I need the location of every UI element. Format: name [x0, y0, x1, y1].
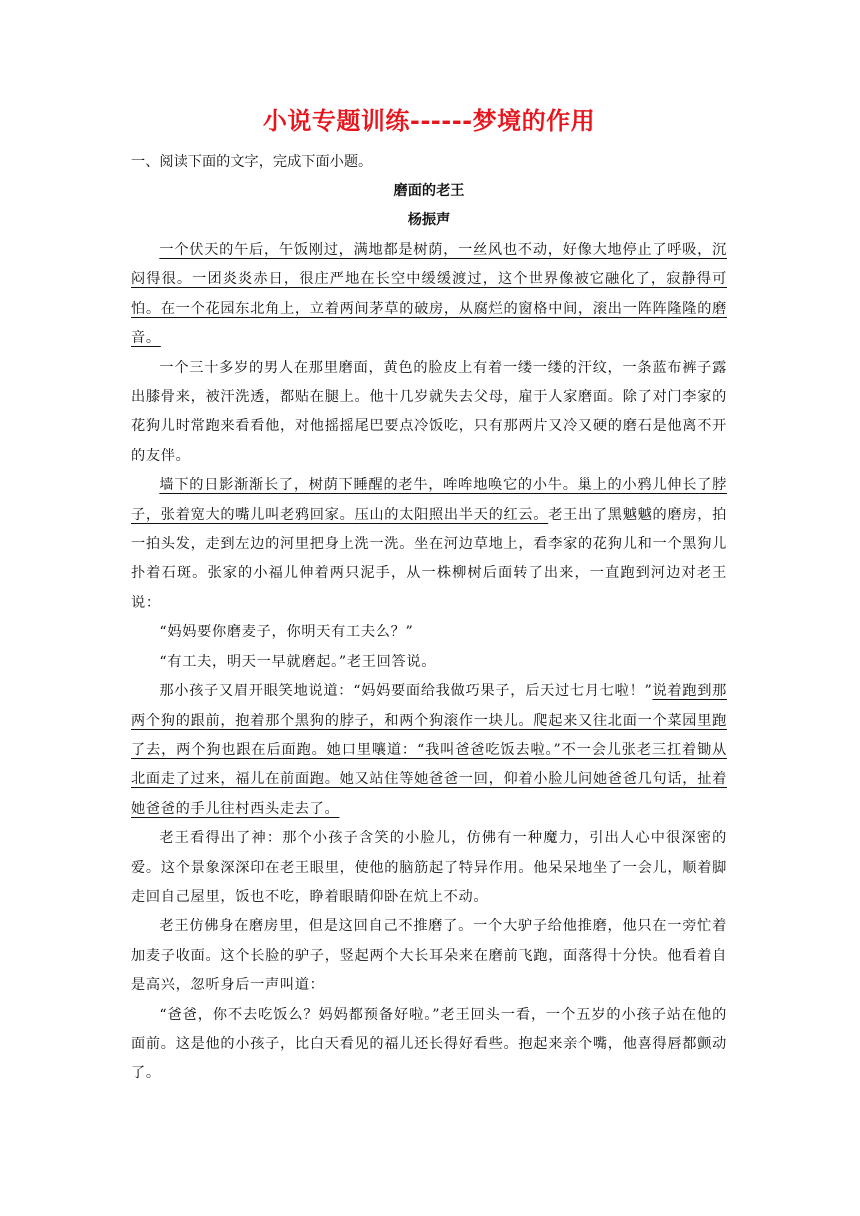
paragraph-9	[131, 1001, 727, 1089]
story-author: 杨振声	[407, 212, 451, 228]
underlined-passage: 墙下的日影渐渐长了，树荫下睡醒的老牛，哞哞地唤它的小牛。巢上的小鸦儿伸长了脖子，张着宽大的嘴儿叫老鸦回家。压山的太阳照出半天的红云。	[131, 477, 727, 523]
dialogue-text: “妈妈要你磨麦子，你明天有工夫么？”	[159, 624, 414, 641]
story-title: 磨面的老王	[393, 183, 465, 199]
paragraph-1	[131, 236, 727, 354]
paragraph-5	[131, 648, 727, 677]
paragraph-7	[131, 824, 727, 912]
underlined-passage: 说着跑到那两个狗的跟前，抱着那个黑狗的脖子，和两个狗滚作一块儿。爬起来又往北面一个菜园里跑了去，两个狗也跟在后面跑。她口里嚷道：“我叫爸爸吃饭去啦。”不一会儿张老三扛着锄从北面走了过来，福儿在前面跑。她又站住等她爸爸一回，仰着小脸儿问她爸爸几句话，扯着她爸爸的手儿往村西头走去了。	[131, 683, 727, 817]
paragraph-4	[131, 618, 727, 647]
paragraph-8	[131, 912, 727, 1000]
paragraph-6	[131, 677, 727, 824]
paragraph-text: “爸爸，你不去吃饭么？妈妈都预备好啦。”老王回头一看，一个五岁的小孩子站在他的面前。这是他的小孩子，比白天看见的福儿还长得好看些。抱起来亲个嘴，他喜得唇都颤动了。	[131, 1006, 727, 1082]
underlined-passage: 一个伏天的午后，午饭刚过，满地都是树荫，一丝风也不动，好像大地停止了呼吸，沉闷得很。一团炎炎赤日，很庄严地在长空中缓缓渡过，这个世界像被它融化了，寂静得可怕。在一个花园东北角上，立着两间茅草的破房，从腐烂的窗格中间，滚出一阵阵隆隆的磨音。	[131, 242, 727, 347]
paragraph-text: 一个三十多岁的男人在那里磨面，黄色的脸皮上有着一缕一缕的汗纹，一条蓝布裤子露出膝骨来，被汗洗透，都贴在腿上。他十几岁就失去父母，雇于人家磨面。除了对门李家的花狗儿时常跑来看看他，对他摇摇尾巴要点冷饭吃，只有那两片又冷又硬的磨石是他离不开的友伴。	[131, 359, 727, 464]
paragraph-text: 老王出了黑魆魆的磨房，拍一拍头发，走到左边的河里把身上洗一洗。坐在河边草地上，看李家的花狗儿和一个黑狗儿扑着石斑。张家的小福儿伸着两只泥手，从一株柳树后面转了出来，一直跑到河边对老王说：	[131, 506, 727, 611]
story-body	[131, 236, 727, 1089]
paragraph-3	[131, 471, 727, 618]
document-title: 小说专题训练------梦境的作用	[262, 107, 596, 135]
paragraph-text: 老王仿佛身在磨房里，但是这回自己不推磨了。一个大驴子给他推磨，他只在一旁忙着加麦子收面。这个长脸的驴子，竖起两个大长耳朵来在磨前飞跑，面落得十分快。他看着自是高兴，忽听身后一声叫道：	[131, 918, 727, 994]
paragraph-text: 那小孩子又眉开眼笑地说道：“妈妈要面给我做巧果子，后天过七月七啦！”	[159, 683, 653, 700]
paragraph-2	[131, 354, 727, 472]
question-instruction: 一、阅读下面的文字，完成下面小题。	[131, 154, 373, 170]
paragraph-text: 老王看得出了神：那个小孩子含笑的小脸儿，仿佛有一种魔力，引出人心中很深密的爱。这个景象深深印在老王眼里，使他的脑筋起了特异作用。他呆呆地坐了一会儿，顺着脚走回自己屋里，饭也不吃，睁着眼睛仰卧在炕上不动。	[131, 830, 727, 905]
dialogue-text: “有工夫，明天一早就磨起。”老王回答说。	[159, 653, 437, 670]
document-page	[131, 104, 727, 1089]
